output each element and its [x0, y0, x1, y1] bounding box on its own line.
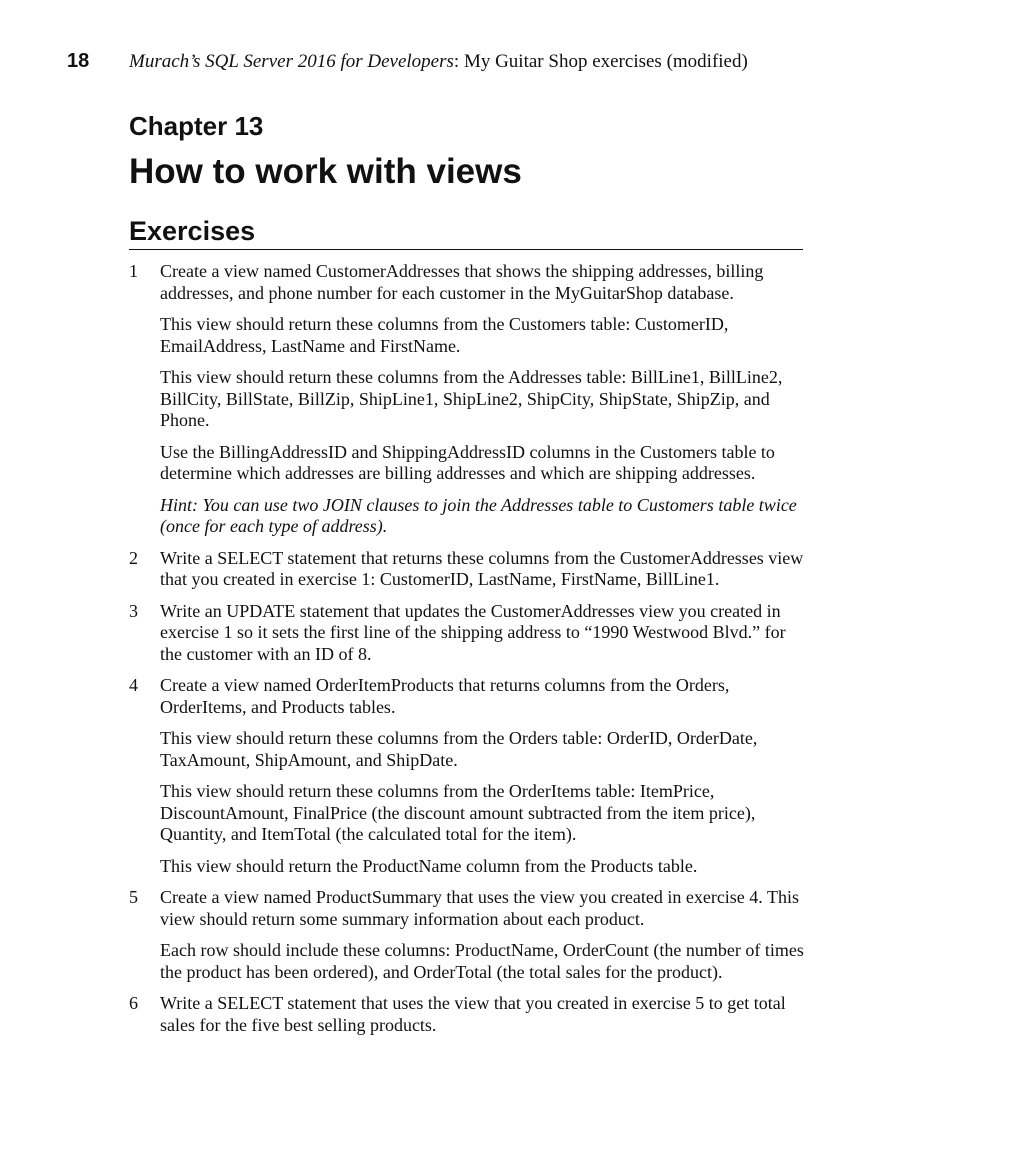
page-number: 18: [67, 50, 90, 72]
exercise-paragraph: Use the BillingAddressID and ShippingAddressID columns in the Customers table to determine which addresses are billing addresses and which are shipping addresses.: [160, 441, 775, 483]
chapter-label: Chapter 13: [129, 111, 264, 141]
chapter-title: How to work with views: [129, 152, 522, 191]
exercise-paragraph: This view should return these columns from the Customers table: CustomerID, EmailAddress, LastName and FirstName.: [160, 314, 729, 356]
book-title: Murach’s SQL Server 2016 for Developers: [129, 51, 454, 72]
exercise-paragraph: Create a view named OrderItemProducts that returns columns from the Orders, OrderItems, and Products tables.: [160, 675, 730, 717]
exercise-item: [129, 993, 809, 1036]
exercise-paragraph: Write a SELECT statement that uses the view that you created in exercise 5 to get total sales for the five best selling products.: [160, 993, 786, 1035]
exercise-paragraph: Create a view named ProductSummary that uses the view you created in exercise 4. This view should return some summary information about each product.: [160, 887, 799, 929]
running-head-subtitle: My Guitar Shop exercises (modified): [463, 51, 748, 72]
running-head: [129, 48, 748, 76]
exercise-item: [129, 675, 809, 877]
exercise-number: 5: [129, 887, 138, 907]
running-head-separator: :: [453, 51, 464, 72]
exercise-hint: Hint: You can use two JOIN clauses to join the Addresses table to Customers table twice (once for each type of address).: [160, 494, 797, 536]
exercise-item: [129, 601, 809, 666]
exercise-paragraph: Write a SELECT statement that returns these columns from the CustomerAddresses view that you created in exercise 1: CustomerID, LastName, FirstName, BillLine1.: [160, 547, 804, 589]
exercise-paragraph: This view should return these columns from the Orders table: OrderID, OrderDate, TaxAmount, ShipAmount, and ShipDate.: [160, 728, 758, 770]
exercise-paragraph: This view should return the ProductName column from the Products table.: [160, 855, 698, 876]
exercise-paragraph: Create a view named CustomerAddresses that shows the shipping addresses, billing addresses, and phone number for each customer in the MyGuitarShop database.: [160, 261, 764, 303]
exercise-item: [129, 548, 809, 591]
exercise-item: [129, 261, 809, 538]
exercise-paragraph: This view should return these columns from the Addresses table: BillLine1, BillLine2, BillCity, BillState, BillZip, ShipLine1, ShipLine2, ShipCity, ShipState, ShipZip, and Phone.: [160, 367, 783, 430]
exercise-paragraph: This view should return these columns from the OrderItems table: ItemPrice, DiscountAmount, FinalPrice (the discount amount subtracted from the item price), Quantity, and ItemTotal (the calculated total for the item).: [160, 781, 756, 844]
exercise-number: 4: [129, 675, 138, 695]
exercise-number: 6: [129, 993, 138, 1013]
exercise-paragraph: Each row should include these columns: ProductName, OrderCount (the number of times the product has been ordered), and OrderTotal (the total sales for the product).: [160, 940, 804, 982]
exercise-item: [129, 887, 809, 983]
exercise-number: 1: [129, 261, 138, 281]
exercise-list: [129, 261, 809, 1036]
exercise-paragraph: Write an UPDATE statement that updates the CustomerAddresses view you created in exercise 1 so it sets the first line of the shipping address to “1990 Westwood Blvd.” for the customer with an ID of 8.: [160, 600, 786, 664]
exercise-number: 2: [129, 547, 138, 568]
exercise-number: 3: [129, 600, 138, 621]
section-heading: Exercises: [129, 214, 803, 250]
